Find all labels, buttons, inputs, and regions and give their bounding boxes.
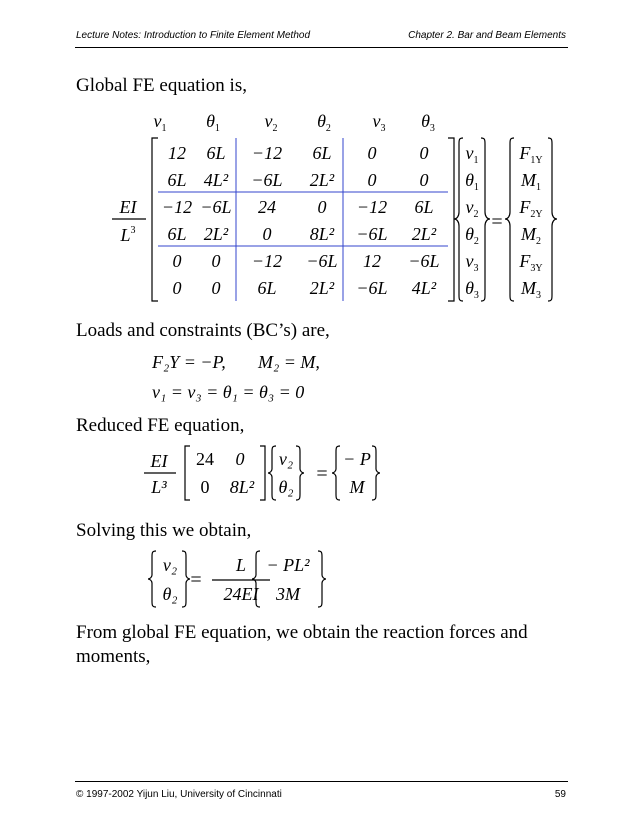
matrix-cell: 6L — [206, 143, 226, 163]
solution-factor-numerator: L — [235, 555, 246, 575]
paragraph-global-eq: Global FE equation is, — [76, 75, 247, 96]
reduced-unknown: v₂ — [278, 449, 294, 469]
matrix-cell: 6L — [312, 143, 332, 163]
footer-left: © 1997-2002 Yijun Liu, University of Cincinnati — [76, 789, 282, 800]
reduced-matrix-cell: 0 — [235, 449, 245, 469]
reduced-matrix-cell: 8L² — [229, 477, 255, 497]
matrix-cell: 6L — [257, 278, 277, 298]
global-factor-numerator: EI — [119, 197, 137, 217]
header-rule — [75, 47, 568, 48]
matrix-cell: −6L — [356, 224, 388, 244]
matrix-cell: −6L — [408, 251, 440, 271]
reduced-rhs-left-brace — [332, 446, 340, 500]
matrix-cell: 0 — [367, 170, 377, 190]
global-equals: = — [491, 211, 503, 233]
solution-unknown: v₂ — [162, 555, 178, 575]
col-header-v2: $v_2$ — [264, 111, 278, 134]
unknown-entry: $v_1$ — [465, 143, 479, 166]
load-entry: $M_1$ — [521, 170, 541, 193]
unknown-entry: $v_2$ — [465, 197, 479, 220]
matrix-cell: 0 — [172, 251, 182, 271]
matrix-cell: 0 — [211, 278, 221, 298]
col-header-v3: $v_3$ — [372, 111, 386, 134]
matrix-cell: 0 — [419, 143, 429, 163]
reduced-factor-numerator: EI — [150, 451, 168, 471]
paragraph-reactions-line1: From global FE equation, we obtain the reaction forces and — [76, 622, 528, 643]
matrix-cell: 4L² — [203, 170, 229, 190]
matrix-cell: 2L² — [309, 170, 335, 190]
paragraph-solving: Solving this we obtain, — [76, 520, 252, 541]
col-header-theta1: $\theta_1$ — [206, 111, 220, 134]
reduced-rhs: M — [349, 477, 365, 497]
load-entry: $M_3$ — [521, 278, 541, 301]
matrix-cell: 0 — [367, 143, 377, 163]
header-left: Lecture Notes: Introduction to Finite Element Method — [76, 30, 311, 41]
matrix-cell: 6L — [414, 197, 434, 217]
paragraph-loads: Loads and constraints (BC’s) are, — [76, 320, 330, 341]
global-factor-denominator: $L^3$ — [120, 225, 136, 245]
matrix-cell: −12 — [251, 251, 283, 271]
reduced-rhs: − P — [343, 449, 371, 469]
solution-factor-denominator: 24EI — [223, 584, 259, 604]
matrix-right-bracket — [448, 138, 454, 301]
matrix-cell: −6L — [251, 170, 283, 190]
reduced-factor-denominator: L³ — [151, 477, 167, 497]
load-entry: $F_{3Y}$ — [519, 251, 543, 274]
matrix-cell: 12 — [363, 251, 381, 271]
unknown-entry: $\theta_1$ — [465, 170, 479, 193]
footer-rule — [75, 781, 568, 782]
matrix-cell: 0 — [419, 170, 429, 190]
matrix-cell: 24 — [258, 197, 276, 217]
matrix-cell: −6L — [356, 278, 388, 298]
reduced-matrix-cell: 24 — [196, 449, 214, 469]
matrix-cell: 0 — [317, 197, 327, 217]
solution-unknown: θ₂ — [162, 584, 178, 604]
load-entry: $M_2$ — [521, 224, 541, 247]
matrix-cell: 0 — [262, 224, 272, 244]
reduced-equals: = — [316, 463, 328, 485]
matrix-left-bracket — [152, 138, 158, 301]
bc-displacement-conditions: v₁ = v₃ = θ₁ = θ₃ = 0 — [152, 382, 305, 402]
paragraph-reactions-line2: moments, — [76, 646, 151, 667]
matrix-cell: 4L² — [411, 278, 437, 298]
col-header-theta2: $\theta_2$ — [317, 111, 331, 134]
matrix-cell: 2L² — [309, 278, 335, 298]
page-number: 59 — [554, 789, 566, 800]
matrix-cell: −6L — [306, 251, 338, 271]
unknown-entry: $\theta_2$ — [465, 224, 479, 247]
matrix-cell: 2L² — [203, 224, 229, 244]
load-entry: $F_{1Y}$ — [519, 143, 543, 166]
matrix-cell: −12 — [251, 143, 283, 163]
solution-rhs: 3M — [276, 584, 300, 604]
solution-rhs-right-brace — [318, 551, 326, 607]
solution-unknown-left-brace — [148, 551, 156, 607]
matrix-cell: 2L² — [411, 224, 437, 244]
reduced-unknown: θ₂ — [278, 477, 294, 497]
col-header-theta3: $\theta_3$ — [421, 111, 435, 134]
matrix-cell: 0 — [211, 251, 221, 271]
matrix-cell: 6L — [167, 224, 187, 244]
bc-moment-condition: M₂ = M, — [258, 352, 320, 372]
header-right: Chapter 2. Bar and Beam Elements — [408, 30, 566, 41]
matrix-cell: −12 — [356, 197, 388, 217]
solution-rhs: − PL² — [266, 555, 310, 575]
matrix-cell: 12 — [168, 143, 186, 163]
matrix-cell: −12 — [161, 197, 193, 217]
load-entry: $F_{2Y}$ — [519, 197, 543, 220]
reduced-matrix-cell: 0 — [200, 477, 210, 497]
solution-equals: = — [190, 569, 202, 591]
matrix-cell: 6L — [167, 170, 187, 190]
bc-force-condition: F₂Y = −P, — [152, 352, 226, 372]
unknown-entry: $\theta_3$ — [465, 278, 479, 301]
matrix-cell: 8L² — [309, 224, 335, 244]
paragraph-reduced: Reduced FE equation, — [76, 415, 245, 436]
matrix-cell: −6L — [200, 197, 232, 217]
unknown-entry: $v_3$ — [465, 251, 479, 274]
matrix-cell: 0 — [172, 278, 182, 298]
col-header-v1: $v_1$ — [153, 111, 167, 134]
